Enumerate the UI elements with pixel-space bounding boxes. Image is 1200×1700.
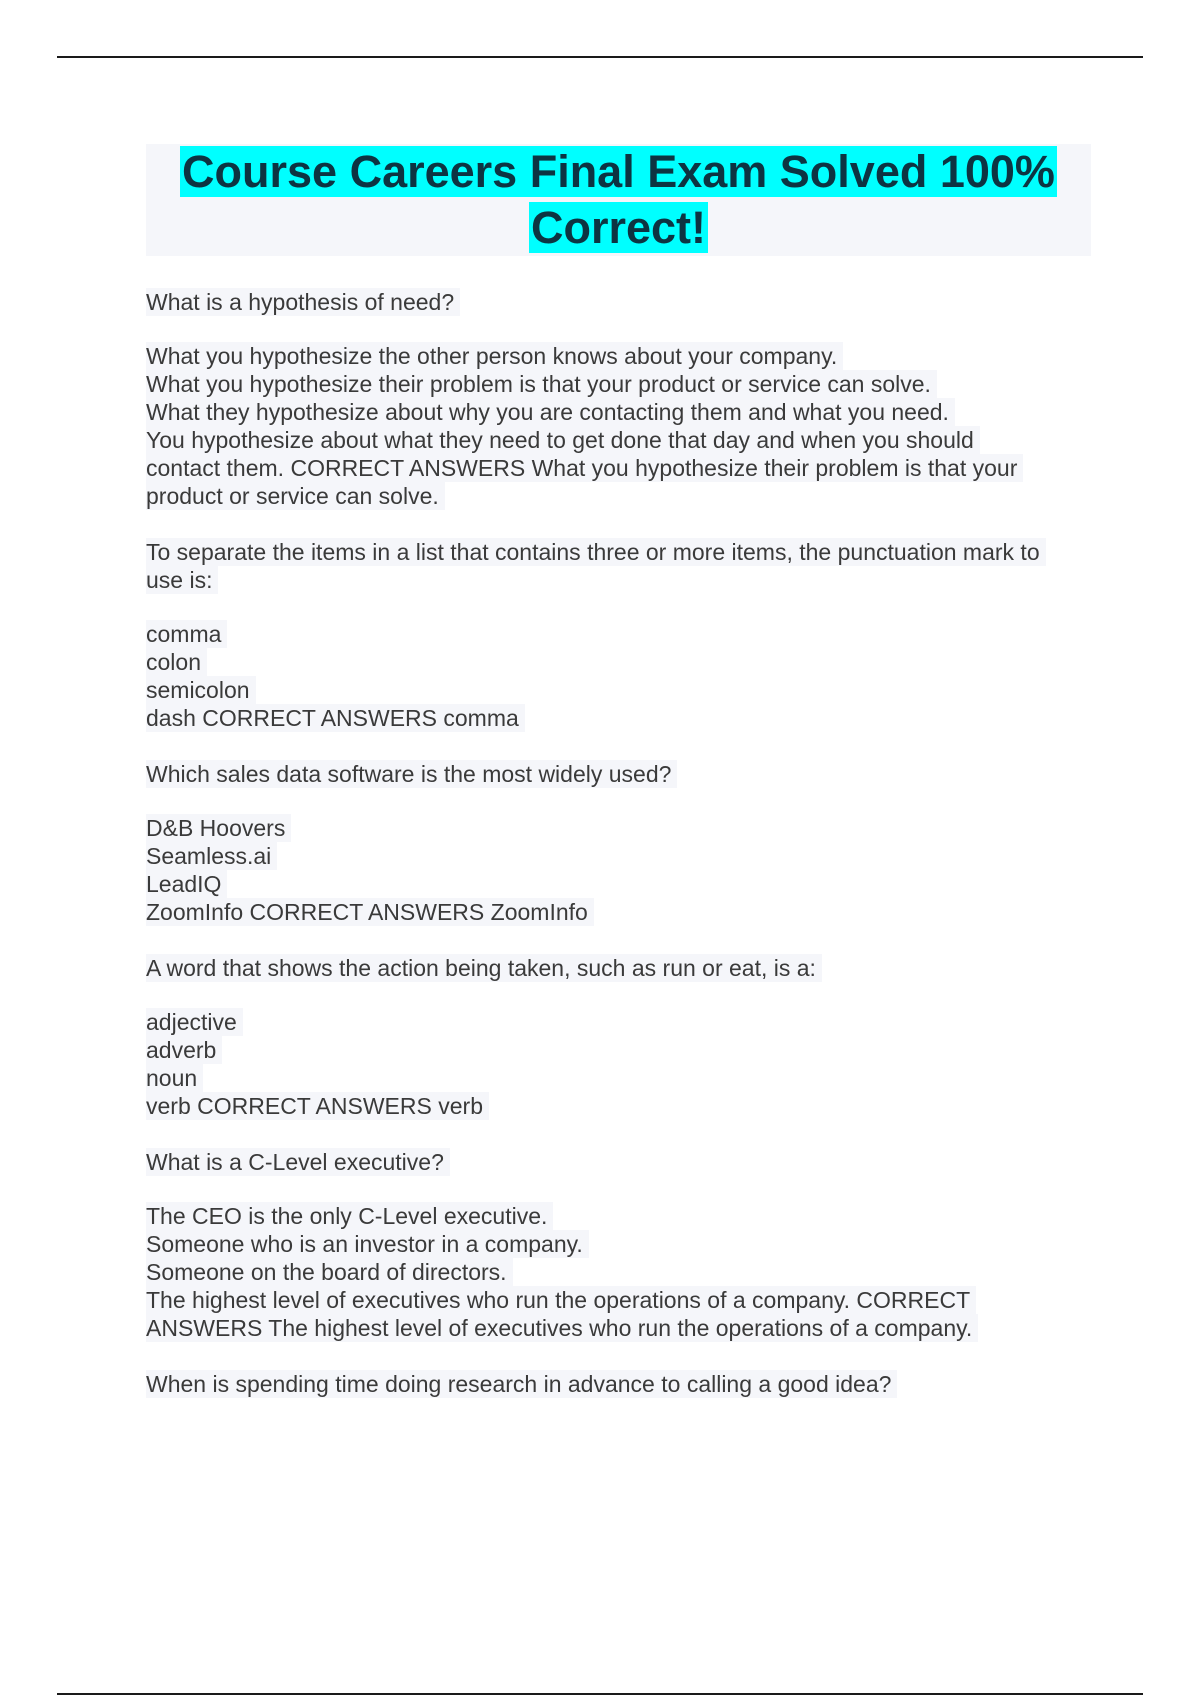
answer-line: ANSWERS The highest level of executives who run the operations of a company. [146,1314,978,1342]
question-line: To separate the items in a list that contains three or more items, the punctuation mark to [146,538,1046,566]
answer-options [146,342,1091,510]
question [146,760,1091,788]
answer-line: adverb [146,1036,222,1064]
question [146,1148,1091,1176]
answer-line: You hypothesize about what they need to get done that day and when you should [146,426,980,454]
top-rule [57,56,1143,58]
answer-options [146,620,1091,732]
answer-line: verb CORRECT ANSWERS verb [146,1092,489,1120]
qa-list [146,288,1091,1398]
question-line: What is a C-Level executive? [146,1148,450,1176]
answer-line: noun [146,1064,203,1092]
answer-line: Seamless.ai [146,842,277,870]
question [146,538,1091,594]
answer-line: comma [146,620,227,648]
answer-line: ZoomInfo CORRECT ANSWERS ZoomInfo [146,898,594,926]
title-line-2: Correct! [530,202,707,253]
answer-options [146,1008,1091,1120]
bottom-rule [57,1693,1143,1695]
answer-line: semicolon [146,676,256,704]
question [146,1370,1091,1398]
question-line: When is spending time doing research in advance to calling a good idea? [146,1370,897,1398]
answer-line: The CEO is the only C-Level executive. [146,1202,553,1230]
answer-line: product or service can solve. [146,482,445,510]
question [146,954,1091,982]
answer-line: The highest level of executives who run the operations of a company. CORRECT [146,1286,976,1314]
answer-line: What you hypothesize their problem is that your product or service can solve. [146,370,937,398]
question-line: What is a hypothesis of need? [146,288,460,316]
answer-line: adjective [146,1008,243,1036]
answer-options [146,1202,1091,1342]
answer-options [146,814,1091,926]
question-line: A word that shows the action being taken, such as run or eat, is a: [146,954,822,982]
answer-line: D&B Hoovers [146,814,291,842]
answer-line: Someone on the board of directors. [146,1258,513,1286]
question-line: use is: [146,566,218,594]
answer-line: LeadIQ [146,870,227,898]
answer-line: colon [146,648,207,676]
question-line: Which sales data software is the most widely used? [146,760,677,788]
answer-line: Someone who is an investor in a company. [146,1230,589,1258]
answer-line: What you hypothesize the other person knows about your company. [146,342,843,370]
question [146,288,1091,316]
document-body [146,144,1091,1398]
answer-line: contact them. CORRECT ANSWERS What you hypothesize their problem is that your [146,454,1023,482]
document-title [146,144,1091,256]
answer-line: What they hypothesize about why you are contacting them and what you need. [146,398,955,426]
title-line-1: Course Careers Final Exam Solved 100% [182,146,1055,197]
answer-line: dash CORRECT ANSWERS comma [146,704,525,732]
